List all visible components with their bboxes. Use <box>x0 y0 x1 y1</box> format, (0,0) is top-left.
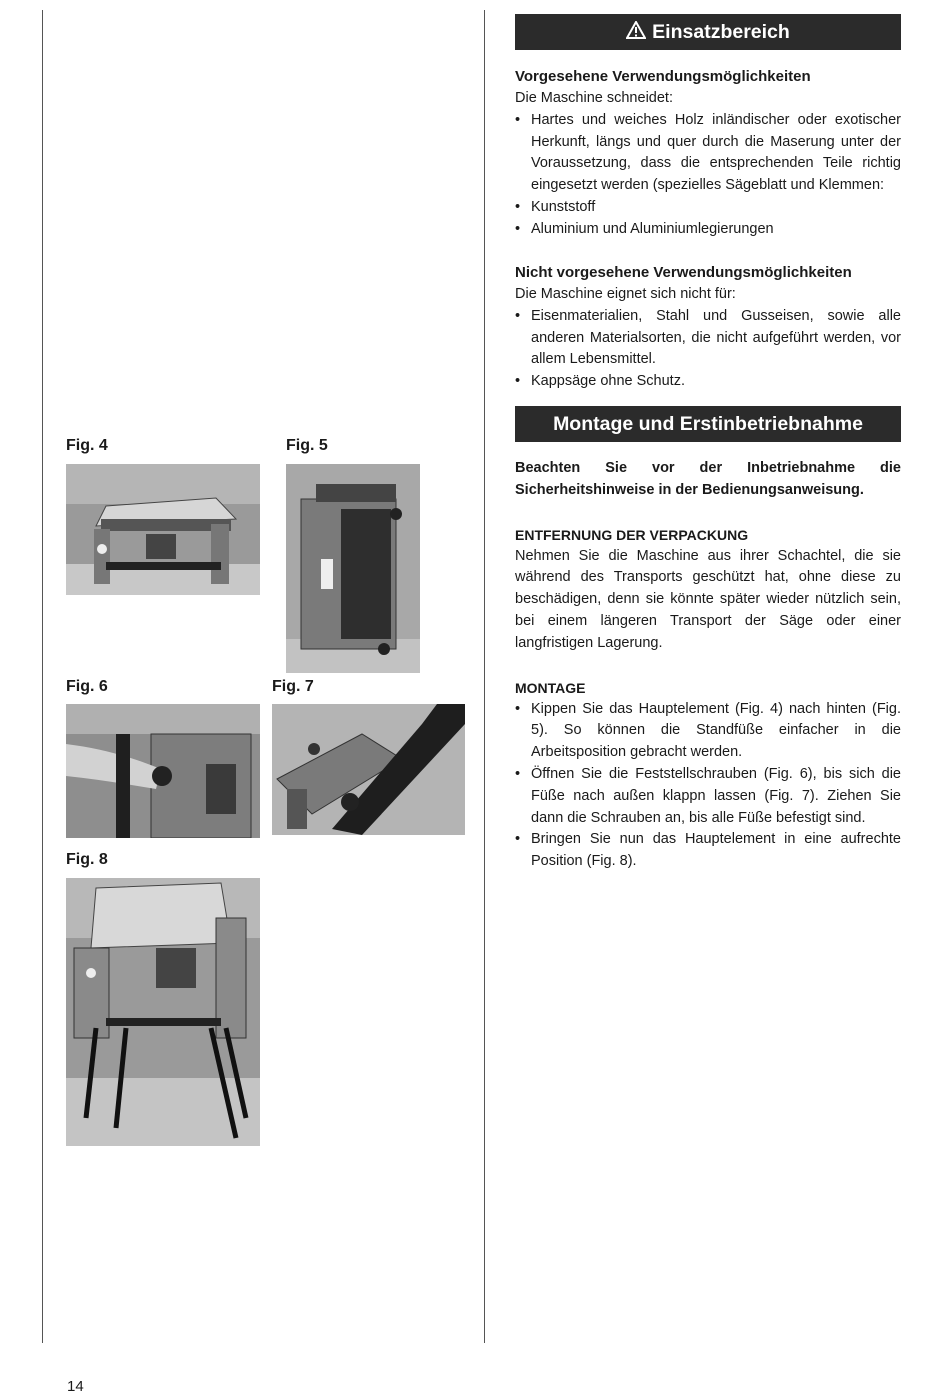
list-item: • Bringen Sie nun das Hauptelement in eine aufrechte Position (Fig. 8). <box>515 829 901 873</box>
list-item: • Kippen Sie das Hauptelement (Fig. 4) nach hinten (Fig. 5). So können die Standfüße einfacher in die Arbeitsposition gebracht werden. <box>515 699 901 764</box>
list-item: • Kunststoff <box>515 197 901 219</box>
fig4-label: Fig. 4 <box>66 437 108 454</box>
intended-intro: Die Maschine schneidet: <box>515 90 673 106</box>
list-item: • Eisenmaterialien, Stahl und Gusseisen, sowie alle anderen Materialsorten, die nicht aufgeführt werden, vor allem Lebensmittel. <box>515 306 901 371</box>
intended-heading: Vorgesehene Verwendungsmöglichkeiten <box>515 68 811 85</box>
fig8-photo <box>66 878 260 1146</box>
page-number: 14 <box>67 1378 84 1395</box>
left-margin-rule <box>42 10 43 1343</box>
montage-block <box>515 458 901 873</box>
fig5-photo <box>286 464 420 673</box>
section-title: Einsatzbereich <box>652 21 790 43</box>
fig6-label: Fig. 6 <box>66 678 108 695</box>
warning-triangle-icon <box>626 15 646 51</box>
list-item: • Öffnen Sie die Feststellschrauben (Fig. 6), bis sich die Füße nach außen klappn lassen (Fig. 7). Ziehen Sie dann die Schrauben an, bis alle Füße befestigt sind. <box>515 764 901 829</box>
section-banner-einsatzbereich <box>515 14 901 50</box>
not-intended-intro: Die Maschine eignet sich nicht für: <box>515 286 736 302</box>
section-banner-montage <box>515 406 901 442</box>
not-intended-list <box>515 306 901 393</box>
fig8-label: Fig. 8 <box>66 851 108 868</box>
fig5-label: Fig. 5 <box>286 437 328 454</box>
section-title: Montage und Erstinbetriebnahme <box>553 413 863 435</box>
unpack-heading: ENTFERNUNG DER VERPACKUNG <box>515 526 749 543</box>
column-divider-rule <box>484 10 485 1343</box>
fig7-photo <box>272 704 465 835</box>
intended-use-block <box>515 66 901 241</box>
montage-list <box>515 699 901 873</box>
list-item: • Hartes und weiches Holz inländischer oder exotischer Herkunft, längs und quer durch die Maserung unter der Voraussetzung, dass die entsprechenden Teile richtig eingesetzt werden (spezielles Sägeblatt und Klemmen: <box>515 110 901 197</box>
not-intended-heading: Nicht vorgesehene Verwendungsmöglichkeiten <box>515 264 852 281</box>
list-item: • Kappsäge ohne Schutz. <box>515 371 901 393</box>
not-intended-use-block <box>515 262 901 393</box>
fig4-photo <box>66 464 260 595</box>
montage-heading: MONTAGE <box>515 679 586 696</box>
unpack-text: Nehmen Sie die Maschine aus ihrer Schachtel, die sie während des Transports geschützt hat, ohne diese zu beschädigen, denn sie könnte später wieder nützlich sein, bei einem längeren Transport der Säge oder einer langfristigen Lagerung. <box>515 547 901 651</box>
fig6-photo <box>66 704 260 838</box>
safety-note: Beachten Sie vor der Inbetriebnahme die Sicherheitshinweise in der Bedienungsanweisung. <box>515 460 901 498</box>
fig7-label: Fig. 7 <box>272 678 314 695</box>
intended-list <box>515 110 901 241</box>
list-item: • Aluminium und Aluminiumlegierungen <box>515 219 901 241</box>
